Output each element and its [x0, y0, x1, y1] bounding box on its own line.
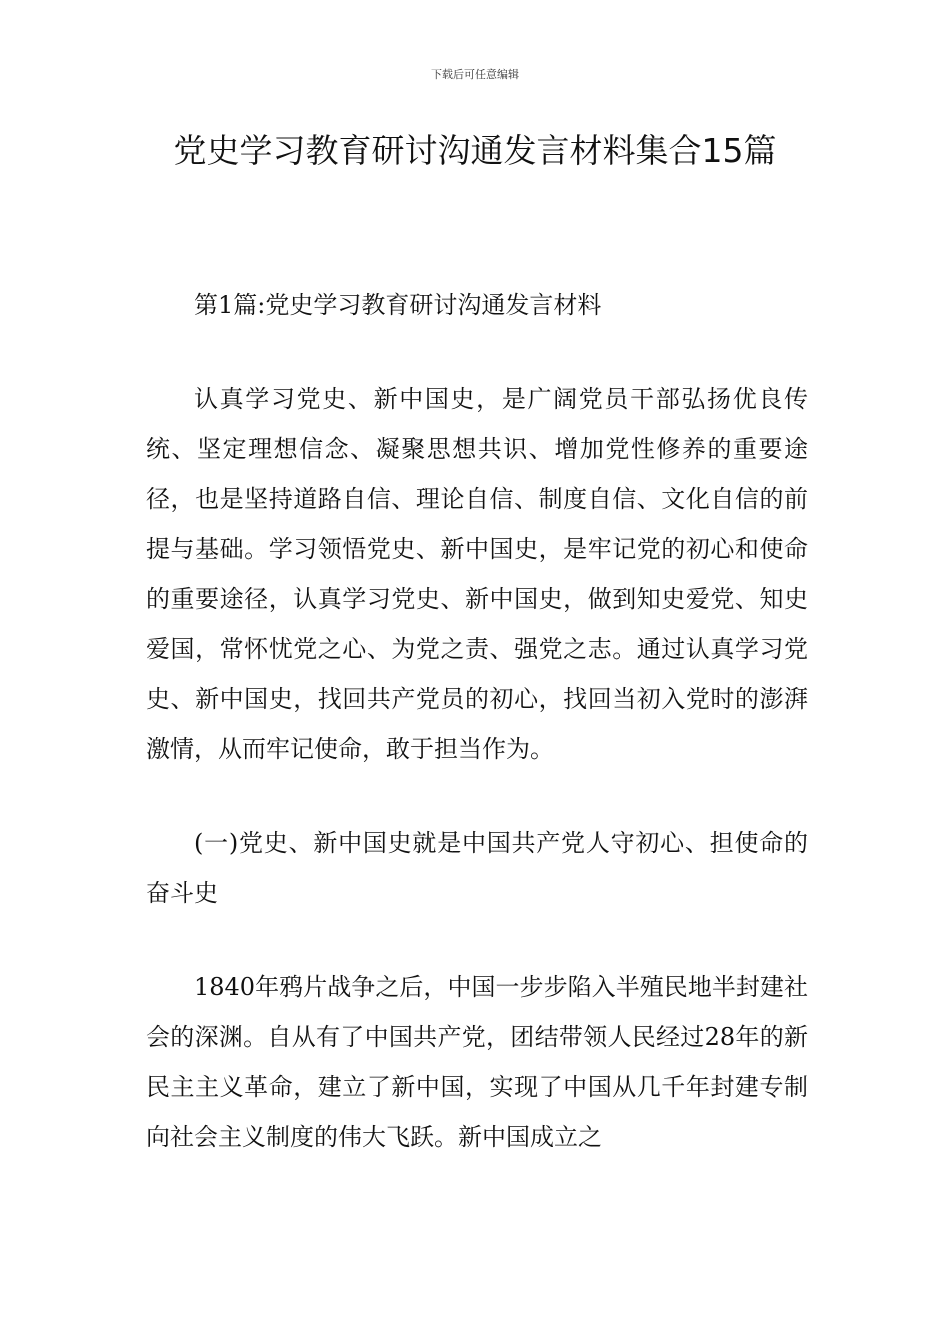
page-header-note: 下载后可任意编辑 [431, 68, 519, 81]
subheading-1: (一)党史、新中国史就是中国共产党人守初心、担使命的奋斗史 [146, 829, 808, 907]
body-paragraph-1: 认真学习党史、新中国史，是广阔党员干部弘扬优良传统、坚定理想信念、凝聚思想共识、增加党性修养的重要途径，也是坚持道路自信、理论自信、制度自信、文化自信的前提与基础。学习领悟党史、新中国史，是牢记党的初心和使命的重要途径，认真学习党史、新中国史，做到知史爱党、知史爱国，常怀忧党之心、为党之责、强党之志。通过认真学习党史、新中国史，找回共产党员的初心，找回当初入党时的澎湃激情，从而牢记使命，敢于担当作为。 [146, 385, 808, 763]
document-body [146, 280, 808, 1162]
body-paragraph-2: 1840年鸦片战争之后，中国一步步陷入半殖民地半封建社会的深渊。自从有了中国共产党，团结带领人民经过28年的新民主主义革命，建立了新中国，实现了中国从几千年封建专制向社会主义制度的伟大飞跃。新中国成立之 [146, 973, 808, 1151]
section-heading: 第1篇:党史学习教育研讨沟通发言材料 [194, 291, 602, 319]
document-title: 党史学习教育研讨沟通发言材料集合15篇 [173, 131, 777, 170]
